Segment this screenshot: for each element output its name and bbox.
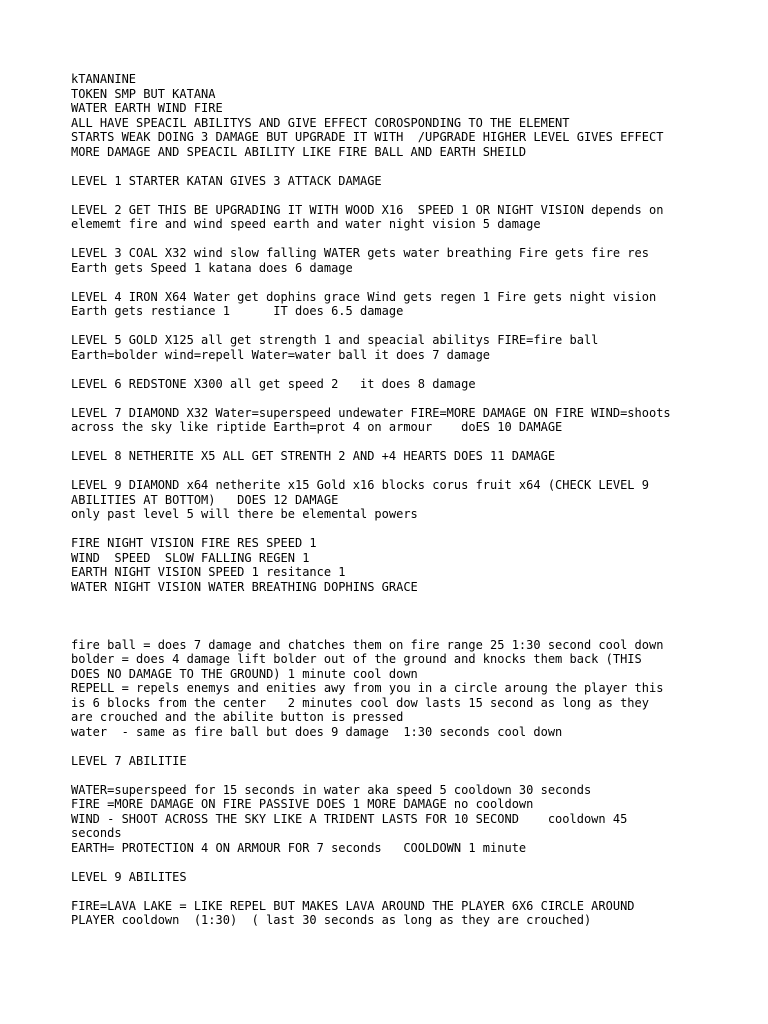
- document-line: LEVEL 5 GOLD X125 all get strength 1 and speacial abilitys FIRE=fire ball: [71, 333, 599, 347]
- document-line: [71, 739, 711, 754]
- document-line: LEVEL 2 GET THIS BE UPGRADING IT WITH WOOD X16 SPEED 1 OR NIGHT VISION depends on: [71, 202, 664, 217]
- document-line: [71, 464, 711, 479]
- document-line: ALL HAVE SPEACIL ABILITYS AND GIVE EFFECT COROSPONDING TO THE ELEMENT: [71, 115, 570, 130]
- document-line: LEVEL 9 DIAMOND x64 netherite x15 Gold x16 blocks corus fruit x64 (CHECK LEVEL 9: [71, 478, 649, 492]
- document-line: seconds: [71, 826, 122, 840]
- document-line: [71, 232, 711, 247]
- document-line: [71, 435, 711, 450]
- document-line: LEVEL 7 DIAMOND X32 Water=superspeed undewater FIRE=MORE DAMAGE ON FIRE WIND=shoots: [71, 405, 671, 420]
- document-line: WIND SPEED SLOW FALLING REGEN 1: [71, 550, 310, 565]
- document-line: [71, 275, 711, 290]
- document-line: DOES NO DAMAGE TO THE GROUND) 1 minute cool down: [71, 666, 418, 681]
- document-line: only past level 5 will there be elemental powers: [71, 507, 418, 521]
- document-line: Earth=bolder wind=repell Water=water ball it does 7 damage: [71, 347, 491, 362]
- document-line: [71, 362, 711, 377]
- document-line: STARTS WEAK DOING 3 DAMAGE BUT UPGRADE IT WITH /UPGRADE HIGHER LEVEL GIVES EFFECT: [71, 130, 664, 144]
- document-line: elememt fire and wind speed earth and water night vision 5 damage: [71, 217, 541, 231]
- document-line: WATER=superspeed for 15 seconds in water aka speed 5 cooldown 30 seconds: [71, 782, 592, 797]
- document-line: FIRE=LAVA LAKE = LIKE REPEL BUT MAKES LAVA AROUND THE PLAYER 6X6 CIRCLE AROUND: [71, 898, 635, 913]
- document-line: LEVEL 8 NETHERITE X5 ALL GET STRENTH 2 AND +4 HEARTS DOES 11 DAMAGE: [71, 449, 556, 463]
- document-line: LEVEL 4 IRON X64 Water get dophins grace Wind gets regen 1 Fire gets night vision: [71, 289, 657, 304]
- document-line: LEVEL 1 STARTER KATAN GIVES 3 ATTACK DAMAGE: [71, 173, 382, 188]
- document-line: [71, 188, 711, 203]
- document-line: [71, 319, 711, 334]
- document-line: [71, 609, 711, 624]
- document-line: [71, 159, 711, 174]
- document-line: kTANANINE: [71, 72, 137, 86]
- document-line: EARTH= PROTECTION 4 ON ARMOUR FOR 7 seconds COOLDOWN 1 minute: [71, 840, 527, 855]
- document-line: FIRE =MORE DAMAGE ON FIRE PASSIVE DOES 1 MORE DAMAGE no cooldown: [71, 797, 534, 811]
- document-line: ABILITIES AT BOTTOM) DOES 12 DAMAGE: [71, 492, 339, 507]
- document-line: [71, 522, 711, 537]
- document-line: fire ball = does 7 damage and chatches them on fire range 25 1:30 second cool down: [71, 637, 664, 652]
- document-line: LEVEL 9 ABILITES: [71, 869, 187, 884]
- document-line: [71, 768, 711, 783]
- document-line: bolder = does 4 damage lift bolder out of the ground and knocks them back (THIS: [71, 652, 642, 666]
- document-line: Earth gets Speed 1 katana does 6 damage: [71, 260, 353, 275]
- document-line: LEVEL 6 REDSTONE X300 all get speed 2 it does 8 damage: [71, 376, 476, 391]
- document-line: FIRE NIGHT VISION FIRE RES SPEED 1: [71, 536, 317, 550]
- document-line: TOKEN SMP BUT KATANA: [71, 86, 216, 101]
- document-line: across the sky like riptide Earth=prot 4 on armour doES 10 DAMAGE: [71, 420, 563, 434]
- document-line: [71, 623, 711, 638]
- document-line: LEVEL 7 ABILITIE: [71, 753, 187, 768]
- document-line: water - same as fire ball but does 9 damage 1:30 seconds cool down: [71, 724, 563, 739]
- document-line: Earth gets restiance 1 IT does 6.5 damage: [71, 304, 404, 318]
- document-line: is 6 blocks from the center 2 minutes cool dow lasts 15 second as long as they: [71, 695, 649, 710]
- document-line: WIND - SHOOT ACROSS THE SKY LIKE A TRIDENT LASTS FOR 10 SECOND cooldown 45: [71, 811, 628, 826]
- document-line: WATER NIGHT VISION WATER BREATHING DOPHINS GRACE: [71, 579, 418, 594]
- document-line: are crouched and the abilite button is pressed: [71, 710, 404, 724]
- document-line: [71, 391, 711, 406]
- document-line: [71, 884, 711, 899]
- document-line: [71, 594, 711, 609]
- document-line: [71, 855, 711, 870]
- document-line: EARTH NIGHT VISION SPEED 1 resitance 1: [71, 565, 346, 579]
- document-line: PLAYER cooldown (1:30) ( last 30 seconds as long as they are crouched): [71, 913, 592, 927]
- document-line: WATER EARTH WIND FIRE: [71, 101, 223, 115]
- document-body: [71, 72, 711, 928]
- document-line: REPELL = repels enemys and enities awy from you in a circle aroung the player this: [71, 681, 664, 695]
- document-line: MORE DAMAGE AND SPEACIL ABILITY LIKE FIRE BALL AND EARTH SHEILD: [71, 144, 527, 159]
- document-line: LEVEL 3 COAL X32 wind slow falling WATER gets water breathing Fire gets fire res: [71, 246, 649, 260]
